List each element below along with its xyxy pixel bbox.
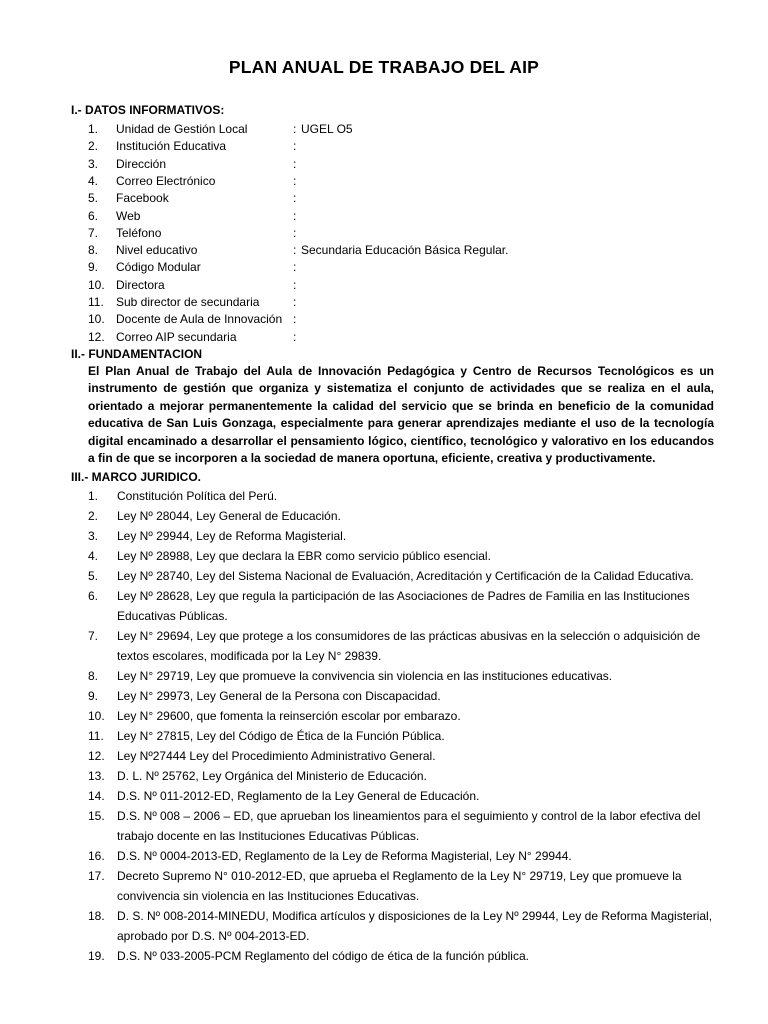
law-item-text: Ley Nº27444 Ley del Procedimiento Administrativo General.: [117, 749, 436, 763]
law-list-item: [88, 806, 728, 846]
info-row-number: 2.: [88, 139, 99, 154]
info-row-label: Código Modular: [116, 260, 201, 275]
law-item-number: 8.: [88, 669, 99, 683]
law-list-item: [88, 526, 728, 546]
law-item-number: 10.: [88, 709, 105, 723]
law-item-number: 19.: [88, 949, 105, 963]
fundamentacion-paragraph: El Plan Anual de Trabajo del Aula de Innovación Pedagógica y Centro de Recursos Tecnológicos es un instrumento de gestión que organiza y sistematiza el conjunto de actividades que se realiza en el aula, orientado a mejorar permanentemente la calidad del servicio que se brinda en beneficio de la comunidad educativa de San Luis Gonzaga, especialmente para generar aprendizajes mediante el uso de la tecnología digital encaminado a desarrollar el pensamiento lógico, científico, tecnológico y valorativo en los educandos a fin de que se incorporen a la sociedad de manera oportuna, eficiente, creativa y productivamente.: [88, 364, 714, 466]
law-list-item: [88, 786, 728, 806]
law-item-number: 6.: [88, 589, 99, 603]
law-item-number: 12.: [88, 749, 105, 763]
info-row-number: 11.: [88, 295, 104, 309]
info-row-colon: :: [293, 225, 297, 240]
law-item-text: Decreto Supremo N° 010-2012-ED, que aprueba el Reglamento de la Ley N° 29719, Ley que promueve la convivencia sin violencia en las Instituciones Educativas.: [117, 869, 682, 903]
info-row-number: 12.: [88, 329, 105, 344]
law-item-number: 9.: [88, 689, 99, 703]
info-row-number: 4.: [88, 173, 99, 188]
info-row-number: 10.: [88, 312, 105, 327]
info-row-label: Teléfono: [116, 225, 162, 240]
law-item-number: 7.: [88, 629, 99, 643]
info-row-label: Correo Electrónico: [116, 173, 216, 188]
law-list-item: [88, 686, 728, 706]
law-list-item: [88, 506, 728, 526]
info-row-label: Web: [116, 208, 141, 223]
law-item-text: Ley N° 29600, que fomenta la reinserción escolar por embarazo.: [117, 709, 461, 723]
info-row-value: Secundaria Educación Básica Regular.: [301, 243, 509, 258]
law-list-item: [88, 566, 728, 586]
law-item-number: 11.: [88, 729, 104, 743]
law-item-number: 15.: [88, 809, 105, 823]
info-row-label: Facebook: [116, 191, 169, 206]
info-row-number: 10.: [88, 277, 105, 292]
info-row-number: 8.: [88, 243, 99, 258]
law-item-number: 2.: [88, 509, 99, 523]
law-item-text: D.S. Nº 0004-2013-ED, Reglamento de la Ley de Reforma Magisterial, Ley N° 29944.: [117, 849, 572, 863]
law-item-text: D.S. Nº 008 – 2006 – ED, que aprueban los lineamientos para el seguimiento y control de la labor efectiva del trabajo docente en las Instituciones Educativas Públicas.: [117, 809, 701, 843]
info-row-colon: :: [293, 156, 297, 171]
law-list-item: [88, 546, 728, 566]
info-row-number: 1.: [88, 122, 99, 136]
law-list-item: [88, 706, 728, 726]
info-row-label: Docente de Aula de Innovación: [116, 312, 283, 327]
info-row-colon: :: [293, 295, 297, 309]
info-row-number: 5.: [88, 191, 99, 206]
law-item-text: Ley N° 29973, Ley General de la Persona con Discapacidad.: [117, 689, 441, 703]
law-item-text: Constitución Política del Perú.: [117, 489, 278, 503]
law-item-text: Ley N° 29694, Ley que protege a los consumidores de las prácticas abusivas en la selección o adquisición de textos escolares, modificada por la Ley N° 29839.: [117, 629, 701, 663]
law-list-item: [88, 666, 728, 686]
law-item-number: 5.: [88, 569, 99, 583]
law-list-item: [88, 846, 728, 866]
law-list-item: [88, 906, 728, 946]
info-row-value: UGEL O5: [301, 122, 353, 136]
law-list-item: [88, 626, 728, 666]
info-row-label: Correo AIP secundaria: [116, 329, 237, 344]
info-row-label: Nivel educativo: [116, 243, 198, 258]
info-row-label: Institución Educativa: [116, 139, 227, 154]
info-row-number: 9.: [88, 260, 99, 275]
info-row-colon: :: [293, 312, 297, 327]
law-list-item: [88, 766, 728, 786]
law-item-number: 17.: [88, 869, 105, 883]
info-row-number: 6.: [88, 208, 99, 223]
law-list-item: [88, 746, 728, 766]
info-row-number: 7.: [88, 225, 99, 240]
law-item-text: Ley Nº 28044, Ley General de Educación.: [117, 509, 341, 523]
law-item-text: Ley Nº 29944, Ley de Reforma Magisterial.: [117, 529, 347, 543]
law-item-number: 18.: [88, 909, 105, 923]
document-title: PLAN ANUAL DE TRABAJO DEL AIP: [228, 57, 540, 77]
law-item-text: Ley N° 27815, Ley del Código de Ética de la Función Pública.: [117, 729, 445, 743]
info-row-number: 3.: [88, 156, 99, 171]
law-item-text: Ley Nº 28988, Ley que declara la EBR como servicio público esencial.: [117, 549, 491, 563]
law-item-number: 14.: [88, 789, 105, 803]
law-item-text: D.S. Nº 033-2005-PCM Reglamento del código de ética de la función pública.: [117, 949, 529, 963]
info-row-colon: :: [293, 173, 297, 188]
law-item-text: D. S. Nº 008-2014-MINEDU, Modifica artículos y disposiciones de la Ley Nº 29944, Ley de Reforma Magisterial, aprobado por D.S. Nº 004-2013-ED.: [117, 909, 713, 943]
law-item-text: Ley N° 29719, Ley que promueve la convivencia sin violencia en las instituciones educativas.: [117, 669, 613, 683]
section-fundamentacion-heading: II.- FUNDAMENTACION: [71, 347, 203, 361]
section-datos-informativos-heading: I.- DATOS INFORMATIVOS:: [71, 103, 225, 117]
info-row-colon: :: [293, 260, 297, 275]
info-row-colon: :: [293, 243, 297, 258]
info-row-colon: :: [293, 191, 297, 206]
info-row-colon: :: [293, 139, 297, 154]
law-item-number: 13.: [88, 769, 105, 783]
law-item-text: Ley Nº 28628, Ley que regula la participación de las Asociaciones de Padres de Familia en las Instituciones Educativas Públicas.: [117, 589, 690, 623]
law-item-text: D. L. Nº 25762, Ley Orgánica del Ministerio de Educación.: [117, 769, 427, 783]
law-item-number: 4.: [88, 549, 99, 563]
info-row-label: Dirección: [116, 156, 167, 171]
info-row-label: Directora: [116, 277, 165, 292]
info-row-colon: :: [293, 122, 297, 136]
law-item-number: 16.: [88, 849, 105, 863]
info-row-colon: :: [293, 329, 297, 344]
law-item-number: 1.: [88, 489, 99, 503]
info-row-colon: :: [293, 208, 297, 223]
law-list-item: [88, 486, 728, 506]
section-marco-juridico-heading: III.- MARCO JURIDICO.: [71, 470, 202, 484]
info-row-colon: :: [293, 277, 297, 292]
info-row-label: Sub director de secundaria: [116, 295, 260, 309]
law-item-text: Ley Nº 28740, Ley del Sistema Nacional de Evaluación, Acreditación y Certificación de la Calidad Educativa.: [117, 569, 694, 583]
law-list-item: [88, 946, 728, 966]
law-list-item: [88, 866, 728, 906]
info-row-label: Unidad de Gestión Local: [116, 122, 248, 136]
law-list-item: [88, 586, 728, 626]
law-list-item: [88, 726, 728, 746]
law-item-number: 3.: [88, 529, 99, 543]
law-item-text: D.S. Nº 011-2012-ED, Reglamento de la Ley General de Educación.: [117, 789, 480, 803]
